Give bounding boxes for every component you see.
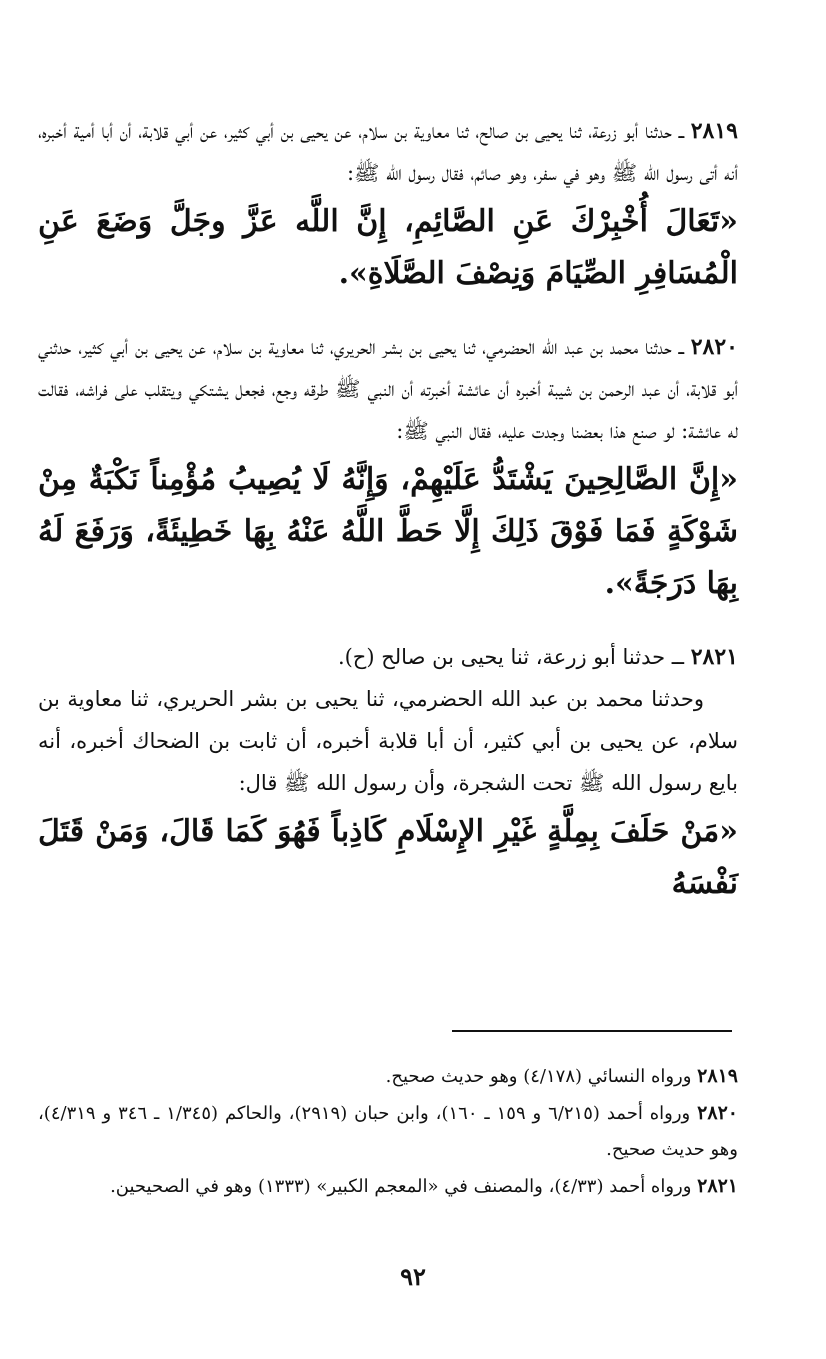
footnote-number: ٢٨٢١ bbox=[697, 1175, 738, 1197]
footnote-number: ٢٨١٩ bbox=[697, 1065, 738, 1087]
footnote-text: ورواه النسائي (٤/١٧٨) وهو حديث صحيح. bbox=[385, 1066, 698, 1087]
hadith-isnad: ــ حدثنا محمد بن عبد الله الحضرمي، ثنا يحيى بن بشر الحريري، ثنا معاوية بن سلام، عن يحيى بن أبي كثير، حدثني أبو قلابة، أن عبد الرحمن بن شيبة أخبره أن عائشة أخبرته أن النبي ﷺ طرقه وجع، فجعل يشتكي ويتقلب على فراشه، فقالت له عائشة: لو صنع هذا بعضنا وجدت عليه، فقال النبي ﷺ: bbox=[38, 335, 738, 443]
footnote-2821 bbox=[38, 1168, 738, 1205]
footnotes bbox=[38, 1058, 738, 1205]
hadith-number: ٢٨٢٠ bbox=[690, 334, 738, 360]
page-number: ٩٢ bbox=[400, 1262, 426, 1291]
hadith-2820-text: «إِنَّ الصَّالِحِينَ يَشْتَدُّ عَلَيْهِمْ، وَإِنَّهُ لَا يُصِيبُ مُؤْمِناً نَكْبَةٌ مِنْ شَوْكَةٍ فَمَا فَوْقَ ذَلِكَ إِلَّا حَطَّ اللَّهُ عَنْهُ بِهَا خَطِيئَةً، وَرَفَعَ لَهُ بِهَا دَرَجَةً». bbox=[38, 462, 738, 601]
hadith-number: ٢٨٢١ bbox=[690, 644, 738, 670]
hadith-isnad: ــ حدثنا أبو زرعة، ثنا يحيى بن صالح (ح). bbox=[337, 645, 691, 669]
hadith-2821-text: «مَنْ حَلَفَ بِمِلَّةٍ غَيْرِ الإِسْلَامِ كَاذِباً فَهُوَ كَمَا قَالَ، وَمَنْ قَتَلَ نَفْسَهُ bbox=[38, 814, 738, 901]
hadith-isnad: ــ حدثنا أبو زرعة، ثنا يحيى بن صالح، ثنا معاوية بن سلام، عن يحيى بن أبي كثير، عن أبي قلابة، أن أبا أمية أخبره، أنه أتى رسول الله ﷺ وهو في سفر، وهو صائم، فقال رسول الله ﷺ: bbox=[38, 119, 738, 185]
hadith-2819-chain bbox=[38, 110, 738, 194]
main-text bbox=[38, 110, 738, 910]
hadith-2821-chain bbox=[38, 636, 738, 678]
footnote-divider bbox=[452, 1030, 732, 1032]
footnote-text: ورواه أحمد (٤/٣٣)، والمصنف في «المعجم الكبير» (١٣٣٣) وهو في الصحيحين. bbox=[110, 1176, 698, 1197]
hadith-2819-text: «تَعَالَ أُخْبِرْكَ عَنِ الصَّائِمِ، إِنَّ اللَّه عَزَّ وجَلَّ وَضَعَ عَنِ الْمُسَافِرِ الصِّيَامَ وَنِصْفَ الصَّلَاةِ». bbox=[38, 204, 738, 291]
footnote-2820 bbox=[38, 1095, 738, 1168]
hadith-2821-chain-2: وحدثنا محمد بن عبد الله الحضرمي، ثنا يحيى بن بشر الحريري، ثنا معاوية بن سلام، عن يحيى بن أبي كثير، أن أبا قلابة أخبره، أن ثابت بن الضحاك أخبره، أنه بايع رسول الله ﷺ تحت الشجرة، وأن رسول الله ﷺ قال: bbox=[38, 687, 738, 795]
hadith-2820-chain bbox=[38, 326, 738, 452]
hadith-number: ٢٨١٩ bbox=[690, 118, 738, 144]
footnote-number: ٢٨٢٠ bbox=[697, 1102, 738, 1124]
footnote-2819 bbox=[38, 1058, 738, 1095]
footnote-text: ورواه أحمد (٦/٢١٥ و ١٥٩ ـ ١٦٠)، وابن حبان (٢٩١٩)، والحاكم (١/٣٤٥ ـ ٣٤٦ و ٤/٣١٩)، وهو حديث صحيح. bbox=[38, 1103, 738, 1160]
